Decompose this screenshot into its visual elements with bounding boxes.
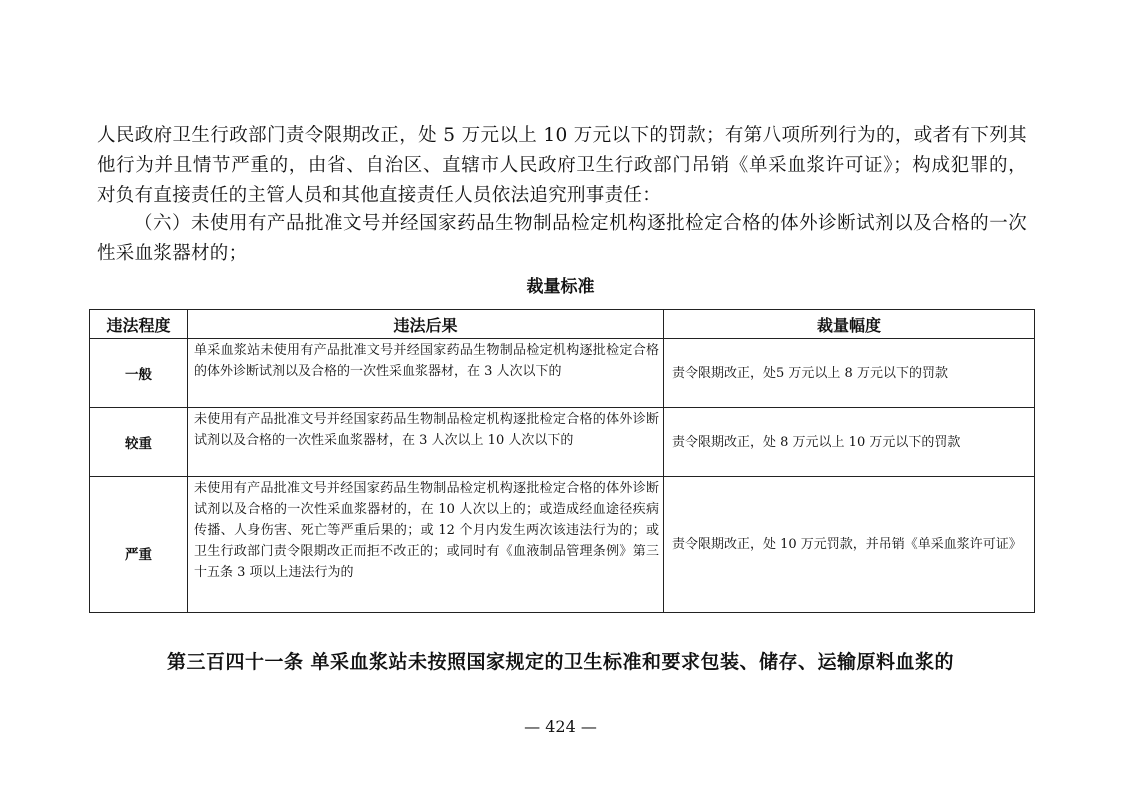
violation-level: 一般 — [90, 339, 188, 408]
page-number: — 424 — — [524, 717, 597, 736]
table-row — [90, 339, 1035, 408]
violation-level: 较重 — [90, 408, 188, 477]
violation-consequence: 未使用有产品批准文号并经国家药品生物制品检定机构逐批检定合格的体外诊断试剂以及合格的一次性采血浆器材，在 3 人次以上 10 人次以下的 — [188, 408, 664, 477]
penalty-range: 责令限期改正，处5 万元以上 8 万元以下的罚款 — [664, 339, 1035, 408]
header-penalty-range: 裁量幅度 — [664, 310, 1035, 339]
table-title: 裁量标准 — [526, 277, 595, 297]
header-violation-degree: 违法程度 — [90, 310, 188, 339]
violation-consequence: 单采血浆站未使用有产品批准文号并经国家药品生物制品检定机构逐批检定合格的体外诊断试剂以及合格的一次性采血浆器材，在 3 人次以下的 — [188, 339, 664, 408]
discretion-standard-table — [89, 309, 1035, 613]
violation-consequence: 未使用有产品批准文号并经国家药品生物制品检定机构逐批检定合格的体外诊断试剂以及合格的一次性采血浆器材的，在 10 人次以上的；或造成经血途径疾病传播、人身伤害、死亡等严重后果的；或 12 个月内发生两次该违法行为的；或卫生行政部门责令限期改正而拒不改正的；或同时有《血液制品管理条例》第三十五条 3 项以上违法行为的 — [188, 477, 664, 613]
table-row — [90, 408, 1035, 477]
clause-paragraph: （六）未使用有产品批准文号并经国家药品生物制品检定机构逐批检定合格的体外诊断试剂以及合格的一次性采血浆器材的； — [97, 213, 1027, 264]
violation-level: 严重 — [90, 477, 188, 613]
table-row — [90, 477, 1035, 613]
article-heading: 第三百四十一条 单采血浆站未按照国家规定的卫生标准和要求包装、储存、运输原料血浆的 — [166, 651, 955, 673]
penalty-range: 责令限期改正，处 8 万元以上 10 万元以下的罚款 — [664, 408, 1035, 477]
table-header-row — [90, 310, 1035, 339]
penalty-range: 责令限期改正，处 10 万元罚款，并吊销《单采血浆许可证》 — [664, 477, 1035, 613]
header-violation-consequence: 违法后果 — [188, 310, 664, 339]
body-paragraph: 人民政府卫生行政部门责令限期改正，处 5 万元以上 10 万元以下的罚款；有第八项所列行为的，或者有下列其他行为并且情节严重的，由省、自治区、直辖市人民政府卫生行政部门吊销《单采血浆许可证》；构成犯罪的，对负有直接责任的主管人员和其他直接责任人员依法追究刑事责任： — [97, 125, 1027, 206]
